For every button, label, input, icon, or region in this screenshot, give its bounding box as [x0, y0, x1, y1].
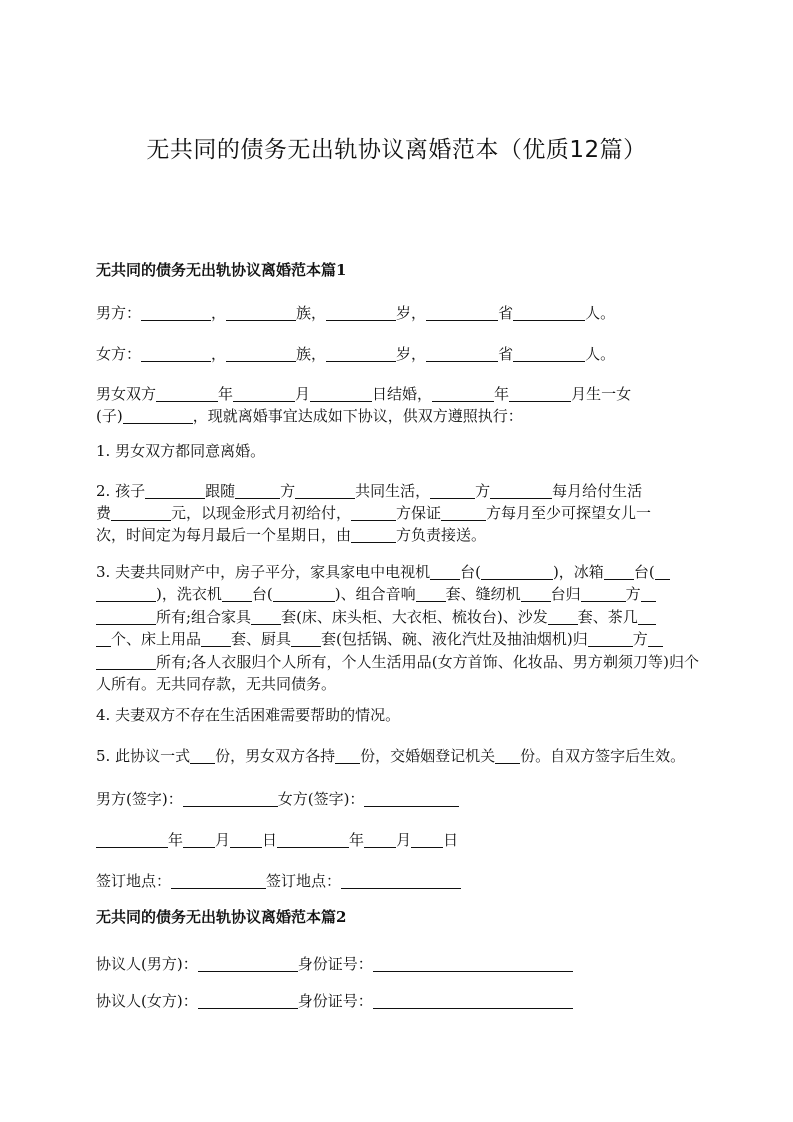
blank-field[interactable] [335, 747, 360, 764]
blank-field[interactable] [190, 747, 215, 764]
blank-field[interactable] [416, 585, 446, 602]
clause-5: 5. 此协议一式 份，男女双方各持 份，交婚姻登记机关 份。自双方签字后生效。 [96, 747, 686, 765]
female-info-line: 女方： ， 族， 岁， 省 人。 [96, 345, 616, 363]
blank-field[interactable] [326, 304, 396, 321]
blank-field[interactable] [513, 304, 585, 321]
male-signature-field[interactable] [183, 790, 278, 807]
place-field[interactable] [171, 872, 266, 889]
blank-field[interactable] [226, 304, 296, 321]
marriage-paragraph: 男女双方 年 月 日结婚， 年 月生一女 (子) ，现就离婚事宜达成如下协议，供双方遵照执行： [96, 385, 632, 425]
blank-field[interactable] [648, 630, 663, 647]
blank-field[interactable] [111, 504, 171, 521]
blank-field[interactable] [521, 585, 551, 602]
female-signature-field[interactable] [364, 790, 459, 807]
blank-field[interactable] [351, 504, 396, 521]
blank-field[interactable] [351, 526, 396, 543]
blank-field[interactable] [201, 630, 231, 647]
blank-field[interactable] [235, 482, 280, 499]
blank-field[interactable] [364, 831, 396, 848]
blank-field[interactable] [513, 345, 585, 362]
blank-field[interactable] [183, 831, 215, 848]
blank-field[interactable] [156, 385, 218, 402]
blank-field[interactable] [251, 608, 281, 625]
party-female-line: 协议人(女方)： 身份证号： [96, 990, 699, 1012]
blank-field[interactable] [291, 630, 321, 647]
section-1-heading: 无共同的债务无出轨协议离婚范本篇1 [96, 261, 347, 279]
blank-field[interactable] [509, 385, 571, 402]
document-title: 无共同的债务无出轨协议离婚范本（优质12篇） [146, 137, 647, 163]
party-female-field[interactable] [198, 992, 298, 1009]
blank-field[interactable] [430, 482, 475, 499]
blank-field[interactable] [581, 585, 626, 602]
blank-field[interactable] [123, 407, 193, 424]
blank-field[interactable] [310, 385, 372, 402]
blank-field[interactable] [226, 345, 296, 362]
blank-field[interactable] [588, 630, 633, 647]
party-male-field[interactable] [198, 955, 298, 972]
blank-field[interactable] [96, 653, 156, 670]
blank-field[interactable] [230, 831, 262, 848]
blank-field[interactable] [96, 585, 156, 602]
blank-field[interactable] [548, 608, 578, 625]
id-number-field[interactable] [373, 955, 573, 972]
blank-field[interactable] [273, 585, 335, 602]
blank-field[interactable] [411, 831, 443, 848]
party-male-line: 协议人(男方)： 身份证号： [96, 953, 699, 975]
blank-field[interactable] [481, 563, 553, 580]
blank-field[interactable] [426, 345, 498, 362]
clause-3: 3. 夫妻共同财产中，房子平分，家具家电中电视机 台( )，冰箱 台( )，洗衣机 台( )、组合音响 套、缝纫机 台归 方 所有;组合家具 套(床、床头柜、大衣柜、梳妆台)、沙发 套、茶几 个、床上用品 套、厨具 套(包括锅、碗、液化汽灶及抽油烟机)归 方 所有;各人衣服归个人所有，个人生活用品(女方首饰、化妆品、男方剃须刀等)归个人所有。无共同存款，无共同债务。 [96, 563, 699, 694]
blank-field[interactable] [141, 345, 211, 362]
blank-field[interactable] [655, 563, 670, 580]
male-info-line: 男方： ， 族， 岁， 省 人。 [96, 304, 616, 322]
date-line: 年 月 日 年 月 日 [96, 829, 699, 851]
blank-field[interactable] [277, 831, 349, 848]
blank-field[interactable] [233, 385, 295, 402]
clause-1: 1. 男女双方都同意离婚。 [96, 442, 266, 460]
place-line: 签订地点： 签订地点： [96, 870, 699, 892]
blank-field[interactable] [222, 585, 252, 602]
blank-field[interactable] [638, 608, 656, 625]
signature-line: 男方(签字)： 女方(签字)： [96, 788, 699, 810]
clause-2: 2. 孩子 跟随 方 共同生活， 方 每月给付生活 费 元，以现金形式月初给付， 方保证 方每月至少可探望女儿一 次，时间定为每月最后一个星期日，由 方负责接送。 [96, 482, 652, 544]
blank-field[interactable] [96, 608, 156, 625]
blank-field[interactable] [426, 304, 498, 321]
clause-4: 4. 夫妻双方不存在生活困难需要帮助的情况。 [96, 706, 401, 724]
section-2-heading: 无共同的债务无出轨协议离婚范本篇2 [96, 908, 347, 926]
blank-field[interactable] [604, 563, 634, 580]
blank-field[interactable] [490, 482, 552, 499]
blank-field[interactable] [432, 385, 494, 402]
blank-field[interactable] [495, 747, 520, 764]
blank-field[interactable] [145, 482, 205, 499]
place-field[interactable] [341, 872, 461, 889]
blank-field[interactable] [326, 345, 396, 362]
blank-field[interactable] [441, 504, 486, 521]
blank-field[interactable] [430, 563, 460, 580]
blank-field[interactable] [295, 482, 355, 499]
blank-field[interactable] [641, 585, 656, 602]
blank-field[interactable] [96, 831, 168, 848]
blank-field[interactable] [141, 304, 211, 321]
id-number-field[interactable] [373, 992, 573, 1009]
blank-field[interactable] [96, 630, 111, 647]
